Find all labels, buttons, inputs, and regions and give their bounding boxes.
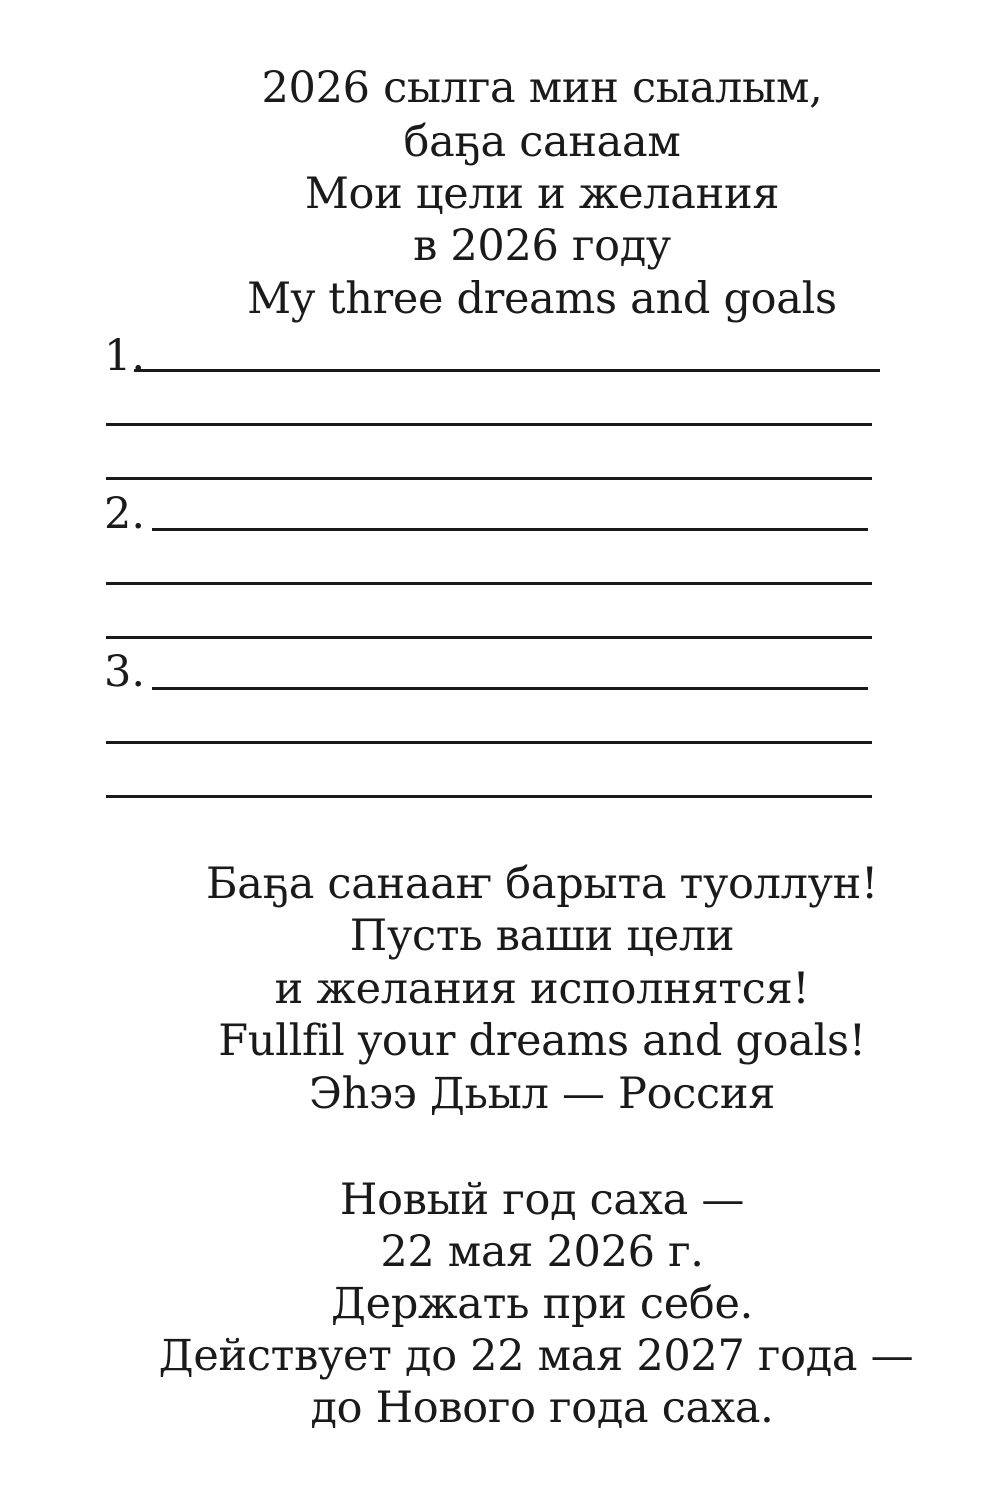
goal-2-write-line-1[interactable] <box>152 528 868 531</box>
goal-2-write-line-2[interactable] <box>106 582 872 585</box>
wishes-line-english: Fullfil your dreams and goals! <box>218 1016 866 1066</box>
goal-number-2: 2. <box>104 489 146 539</box>
goal-2-write-line-3[interactable] <box>106 636 872 639</box>
footer-line-valid-until: Действует до 22 мая 2027 года — <box>158 1331 914 1381</box>
goal-number-3: 3. <box>104 647 146 697</box>
footer-line-keep: Держать при себе. <box>331 1279 753 1329</box>
goal-3-write-line-3[interactable] <box>106 795 872 798</box>
footer-line-date: 22 мая 2026 г. <box>380 1227 704 1277</box>
goal-number-1: 1. <box>104 331 146 381</box>
header-line-russian-title: Мои цели и желания <box>304 169 780 219</box>
goal-1-write-line-1[interactable] <box>134 369 880 372</box>
header-line-sakha-subtitle: баҕа санаам <box>403 117 681 167</box>
footer-line-new-year: Новый год саха — <box>339 1175 745 1225</box>
wishes-line-sakha: Баҕа санааҥ барыта туоллун! <box>205 859 878 909</box>
wishes-line-russian-2: и желания исполнятся! <box>274 964 810 1014</box>
header-line-sakha-title: 2026 сылга мин сыалым, <box>261 63 823 113</box>
header-line-english-title: My three dreams and goals <box>247 274 837 324</box>
wishes-line-signature: Эһээ Дьыл — Россия <box>308 1069 776 1119</box>
footer-line-until-new-year: до Нового года саха. <box>310 1383 774 1433</box>
goal-1-write-line-3[interactable] <box>106 477 872 480</box>
goal-3-write-line-2[interactable] <box>106 741 872 744</box>
wishes-line-russian-1: Пусть ваши цели <box>349 911 735 961</box>
header-line-russian-year: в 2026 году <box>413 221 671 271</box>
goal-3-write-line-1[interactable] <box>152 687 868 690</box>
goal-1-write-line-2[interactable] <box>106 423 872 426</box>
